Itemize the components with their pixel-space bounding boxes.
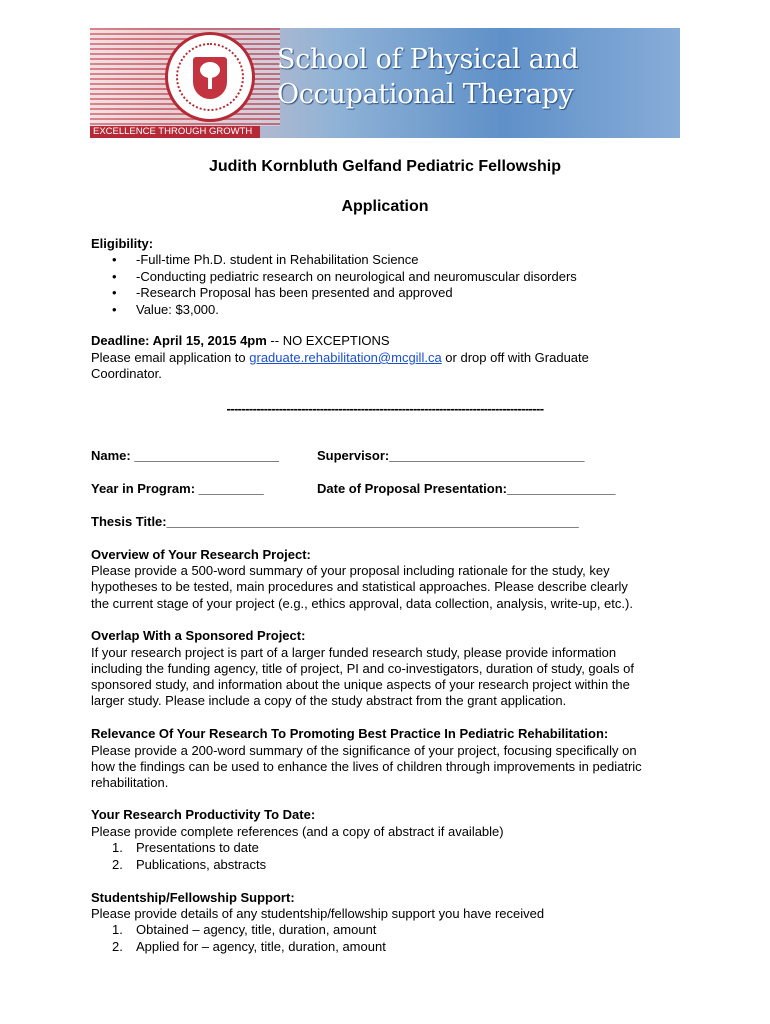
- support-list: [112, 922, 386, 955]
- overview-heading: Overview of Your Research Project:: [91, 547, 311, 562]
- proposal-date-field: Date of Proposal Presentation:_______________: [317, 481, 616, 496]
- overlap-text-line: sponsored study, and information about the unique aspects of your research project within the: [91, 677, 630, 692]
- list-item: 2. Publications, abstracts: [112, 856, 267, 872]
- overlap-heading: Overlap With a Sponsored Project:: [91, 628, 306, 643]
- name-field: Name: ____________________: [91, 448, 279, 463]
- list-item: • -Conducting pediatric research on neurological and neuromuscular disorders: [112, 269, 577, 286]
- submission-line: [91, 350, 589, 367]
- eligibility-list: [112, 252, 577, 318]
- banner-tagline: EXCELLENCE THROUGH GROWTH: [90, 126, 260, 138]
- list-item: • Value: $3,000.: [112, 302, 577, 319]
- school-seal-logo: [165, 32, 255, 122]
- overview-text-line: Please provide a 500-word summary of your proposal including rationale for the study, key: [91, 563, 610, 578]
- list-item: 1. Presentations to date: [112, 840, 259, 855]
- productivity-list: [112, 840, 266, 873]
- banner-title-line2: Occupational Therapy: [277, 79, 574, 110]
- support-heading: Studentship/Fellowship Support:: [91, 890, 295, 905]
- banner-title: [277, 42, 578, 112]
- separator-line: -------------------------------------------------------------------------------------: [226, 401, 544, 416]
- banner-title-line1: School of Physical and: [277, 44, 579, 75]
- list-item: 2. Applied for – agency, title, duration, amount: [112, 938, 386, 954]
- email-link[interactable]: graduate.rehabilitation@mcgill.ca: [249, 350, 442, 365]
- eligibility-heading: Eligibility:: [91, 236, 154, 251]
- productivity-intro: Please provide complete references (and a copy of abstract if available): [91, 824, 504, 839]
- relevance-text-line: how the findings can be used to enhance the lives of children through improvements in pediatric: [91, 759, 642, 774]
- deadline-line: [91, 333, 390, 350]
- page-subtitle: Application: [341, 198, 429, 215]
- thesis-title-field: Thesis Title:_________________________________________________________: [91, 514, 579, 529]
- list-item: • -Research Proposal has been presented and approved: [112, 285, 577, 302]
- submission-line2: Coordinator.: [91, 366, 162, 381]
- overview-text-line: hypotheses to be tested, main procedures and statistical approaches. Please describe clearly: [91, 579, 628, 594]
- header-banner: [90, 28, 680, 138]
- productivity-heading: Your Research Productivity To Date:: [91, 807, 316, 822]
- overlap-text-line: including the funding agency, title of project, PI and co-investigators, duration of study, goals of: [91, 661, 634, 676]
- tree-trunk: [208, 77, 212, 89]
- list-item: • -Full-time Ph.D. student in Rehabilitation Science: [112, 252, 577, 269]
- overview-text-line: the current stage of your project (e.g., ethics approval, data collection, analysis, write-up, etc.).: [91, 596, 633, 611]
- submission-prefix: Please email application to: [91, 350, 250, 365]
- page-title: Judith Kornbluth Gelfand Pediatric Fellowship: [208, 158, 561, 175]
- overlap-text-line: If your research project is part of a larger funded research study, please provide information: [91, 645, 617, 660]
- relevance-text-line: Please provide a 200-word summary of the significance of your project, focusing specifically on: [91, 743, 637, 758]
- relevance-text-line: rehabilitation.: [91, 775, 169, 790]
- support-intro: Please provide details of any studentship/fellowship support you have received: [91, 906, 545, 921]
- year-in-program-field: Year in Program: _________: [91, 481, 264, 496]
- list-item: 1. Obtained – agency, title, duration, amount: [112, 922, 377, 937]
- submission-suffix: or drop off with Graduate: [441, 350, 589, 365]
- tree-icon: [200, 62, 220, 78]
- supervisor-field: Supervisor:___________________________: [317, 448, 585, 463]
- deadline-label: Deadline: April 15, 2015 4pm: [91, 333, 267, 348]
- overlap-text-line: larger study. Please include a copy of the study abstract from the grant application.: [91, 693, 567, 708]
- deadline-note: -- NO EXCEPTIONS: [266, 333, 390, 348]
- relevance-heading: Relevance Of Your Research To Promoting Best Practice In Pediatric Rehabilitation:: [91, 726, 609, 741]
